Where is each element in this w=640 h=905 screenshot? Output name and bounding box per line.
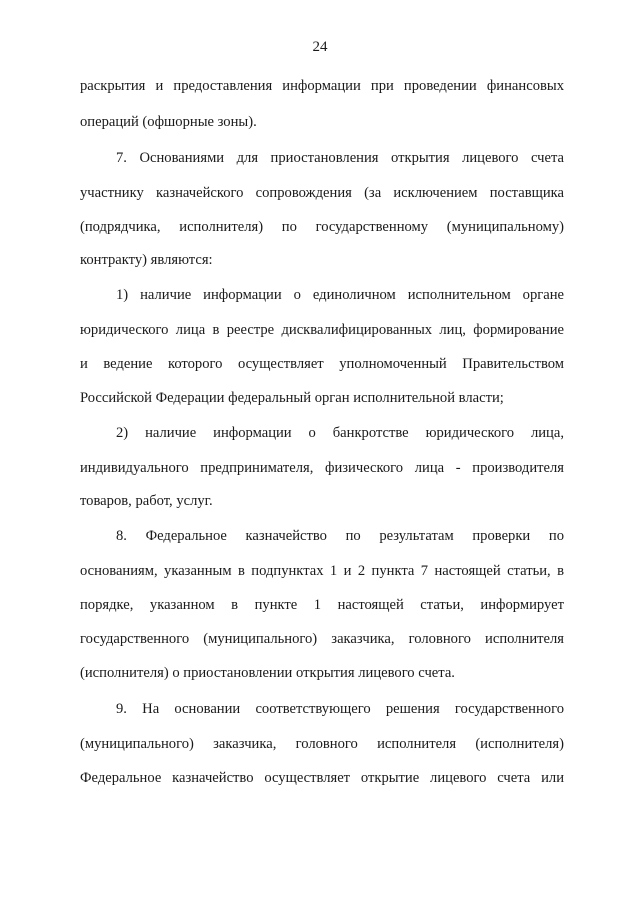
text-line-13: товаров, работ, услуг. (80, 493, 213, 509)
text-line-6: контракту) являются: (80, 252, 213, 268)
text-line-21: Федеральное казначейство осуществляет открытие лицевого счета или (80, 770, 564, 786)
text-line-14: 8. Федеральное казначейство по результатам проверки по (116, 528, 564, 544)
text-line-2: операций (офшорные зоны). (80, 114, 257, 130)
text-line-4: участнику казначейского сопровождения (за исключением поставщика (80, 185, 564, 201)
text-line-12: индивидуального предпринимателя, физического лица - производителя (80, 460, 564, 476)
text-line-11: 2) наличие информации о банкротстве юридического лица, (116, 425, 564, 441)
text-line-15: основаниям, указанным в подпунктах 1 и 2 пункта 7 настоящей статьи, в (80, 563, 564, 579)
page-number: 24 (312, 39, 328, 55)
text-line-18: (исполнителя) о приостановлении открытия лицевого счета. (80, 665, 455, 681)
text-line-20: (муниципального) заказчика, головного исполнителя (исполнителя) (80, 736, 564, 752)
text-line-17: государственного (муниципального) заказчика, головного исполнителя (80, 631, 564, 647)
text-line-16: порядке, указанном в пункте 1 настоящей статьи, информирует (80, 597, 564, 613)
text-line-5: (подрядчика, исполнителя) по государственному (муниципальному) (80, 219, 564, 235)
text-line-8: юридического лица в реестре дисквалифицированных лиц, формирование (80, 322, 564, 338)
text-line-19: 9. На основании соответствующего решения государственного (116, 701, 564, 717)
text-line-3: 7. Основаниями для приостановления открытия лицевого счета (116, 150, 564, 166)
text-line-7: 1) наличие информации о единоличном исполнительном органе (116, 287, 564, 303)
text-line-10: Российской Федерации федеральный орган исполнительной власти; (80, 390, 504, 406)
text-line-9: и ведение которого осуществляет уполномоченный Правительством (80, 356, 564, 372)
text-line-1: раскрытия и предоставления информации при проведении финансовых (80, 78, 564, 94)
